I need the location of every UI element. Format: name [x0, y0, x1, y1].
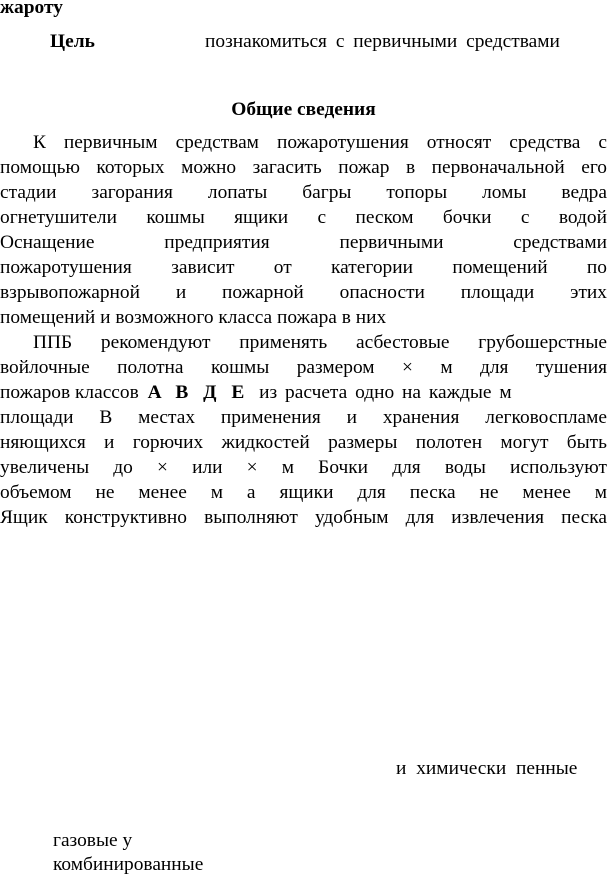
top-fragment: жароту [0, 0, 63, 18]
combined-fragment: комбинированные [53, 854, 204, 875]
paragraph1-line: помещений и возможного класса пожара в них [0, 307, 387, 328]
paragraph2-line: площади В местах применения и хранения легковоспламе [0, 407, 607, 428]
gas-fragment: газовые у [53, 830, 133, 851]
classes-before: пожаров классов [0, 382, 139, 403]
paragraph2-line: увеличены до × или × м Бочки для воды используют [0, 457, 607, 478]
paragraph1-line: огнетушители кошмы ящики с песком бочки с водой [0, 207, 607, 228]
foam-fragment: и химически пенные [396, 758, 578, 779]
goal-text: познакомиться с первичными средствами [205, 31, 560, 52]
goal-label: Цель [50, 31, 95, 52]
paragraph2-line: объемом не менее м а ящики для песка не менее м [0, 482, 607, 503]
paragraph2-line: Ящик конструктивно выполняют удобным для извлечения песка [0, 507, 607, 528]
paragraph1-line: помощью которых можно загасить пожар в первоначальной его [0, 157, 607, 178]
paragraph2-line-classes [0, 381, 607, 405]
paragraph1-line: Оснащение предприятия первичными средствами [0, 232, 607, 253]
classes-after: из расчета одно на каждые м [259, 382, 512, 403]
paragraph1-line: взрывопожарной и пожарной опасности площади этих [0, 282, 607, 303]
section-title: Общие сведения [231, 99, 376, 120]
paragraph1-line: пожаротушения зависит от категории помещений по [0, 257, 607, 278]
paragraph1-line: К первичным средствам пожаротушения относят средства с [33, 132, 607, 153]
paragraph1-line: стадии загорания лопаты багры топоры ломы ведра [0, 182, 607, 203]
fire-classes: A B Д E [147, 382, 245, 403]
paragraph2-line: няющихся и горючих жидкостей размеры полотен могут быть [0, 432, 607, 453]
paragraph2-line: войлочные полотна кошмы размером × м для тушения [0, 357, 607, 378]
paragraph2-line: ППБ рекомендуют применять асбестовые грубошерстные [33, 332, 607, 353]
